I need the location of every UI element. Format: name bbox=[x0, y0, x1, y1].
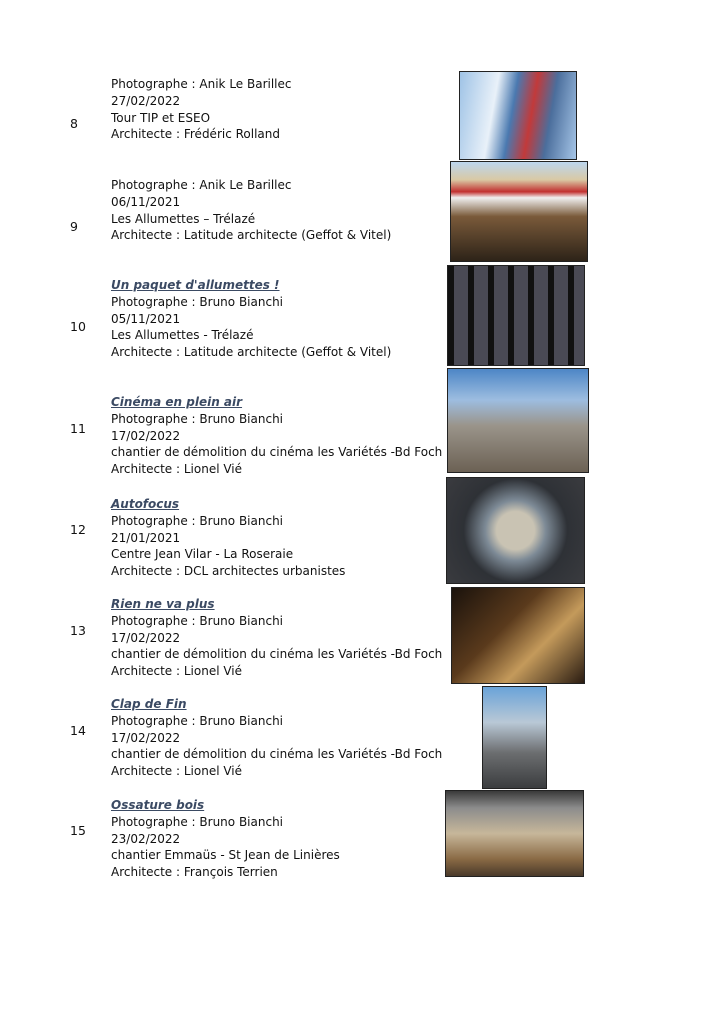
photo-thumbnail bbox=[482, 686, 547, 789]
date: 05/11/2021 bbox=[111, 311, 181, 326]
date: 27/02/2022 bbox=[111, 93, 181, 108]
entry-number: 10 bbox=[70, 319, 86, 334]
entry-title: Autofocus bbox=[111, 497, 180, 511]
entry-number: 11 bbox=[70, 421, 86, 436]
photo-thumbnail bbox=[447, 368, 589, 473]
location: Les Allumettes – Trélazé bbox=[111, 211, 256, 226]
photo-thumbnail bbox=[447, 265, 585, 366]
date: 17/02/2022 bbox=[111, 730, 181, 745]
photo-thumbnail bbox=[445, 790, 584, 877]
photographer: Photographe : Bruno Bianchi bbox=[111, 513, 284, 528]
entry-details bbox=[111, 277, 391, 361]
entry-title: Cinéma en plein air bbox=[111, 395, 243, 409]
entry-title: Rien ne va plus bbox=[111, 597, 215, 611]
photo-thumbnail bbox=[446, 477, 585, 584]
architect: Architecte : Latitude architecte (Geffot & Vitel) bbox=[111, 345, 392, 360]
entry-details bbox=[111, 177, 391, 244]
entry-number: 9 bbox=[70, 219, 78, 234]
entry-number: 15 bbox=[70, 823, 86, 838]
architect: Architecte : Lionel Vié bbox=[111, 462, 243, 477]
location: chantier de démolition du cinéma les Variétés -Bd Foch bbox=[111, 747, 443, 762]
location: chantier de démolition du cinéma les Variétés -Bd Foch bbox=[111, 647, 443, 662]
entry-details bbox=[111, 797, 340, 881]
entry-title: Clap de Fin bbox=[111, 697, 187, 711]
entry-number: 8 bbox=[70, 116, 78, 131]
location: Centre Jean Vilar - La Roseraie bbox=[111, 547, 294, 562]
photographer: Photographe : Anik Le Barillec bbox=[111, 178, 292, 192]
entry-details bbox=[111, 76, 292, 143]
photographer: Photographe : Bruno Bianchi bbox=[111, 814, 284, 829]
photographer: Photographe : Bruno Bianchi bbox=[111, 713, 284, 728]
location: Tour TIP et ESEO bbox=[111, 110, 211, 125]
date: 17/02/2022 bbox=[111, 630, 181, 645]
photo-thumbnail bbox=[451, 587, 585, 684]
architect: Architecte : François Terrien bbox=[111, 865, 278, 880]
photo-thumbnail bbox=[459, 71, 577, 160]
entry-number: 14 bbox=[70, 723, 86, 738]
photographer: Photographe : Bruno Bianchi bbox=[111, 411, 284, 426]
architect: Architecte : Lionel Vié bbox=[111, 764, 243, 779]
location: chantier de démolition du cinéma les Variétés -Bd Foch bbox=[111, 445, 443, 460]
photo-thumbnail bbox=[450, 161, 588, 262]
date: 06/11/2021 bbox=[111, 194, 181, 209]
date: 23/02/2022 bbox=[111, 831, 181, 846]
entry-details bbox=[111, 496, 345, 580]
date: 21/01/2021 bbox=[111, 530, 181, 545]
entry-details bbox=[111, 394, 442, 478]
entry-number: 12 bbox=[70, 522, 86, 537]
photographer: Photographe : Bruno Bianchi bbox=[111, 294, 284, 309]
photographer: Photographe : Anik Le Barillec bbox=[111, 77, 292, 91]
entry-title: Ossature bois bbox=[111, 798, 205, 812]
entry-title: Un paquet d'allumettes ! bbox=[111, 278, 280, 292]
entry-details bbox=[111, 696, 442, 780]
architect: Architecte : Latitude architecte (Geffot & Vitel) bbox=[111, 228, 392, 243]
architect: Architecte : DCL architectes urbanistes bbox=[111, 564, 346, 579]
architect: Architecte : Lionel Vié bbox=[111, 664, 243, 679]
photographer: Photographe : Bruno Bianchi bbox=[111, 613, 284, 628]
location: Les Allumettes - Trélazé bbox=[111, 328, 254, 343]
date: 17/02/2022 bbox=[111, 428, 181, 443]
entry-details bbox=[111, 596, 442, 680]
entry-number: 13 bbox=[70, 623, 86, 638]
architect: Architecte : Frédéric Rolland bbox=[111, 127, 281, 142]
location: chantier Emmaüs - St Jean de Linières bbox=[111, 848, 340, 863]
